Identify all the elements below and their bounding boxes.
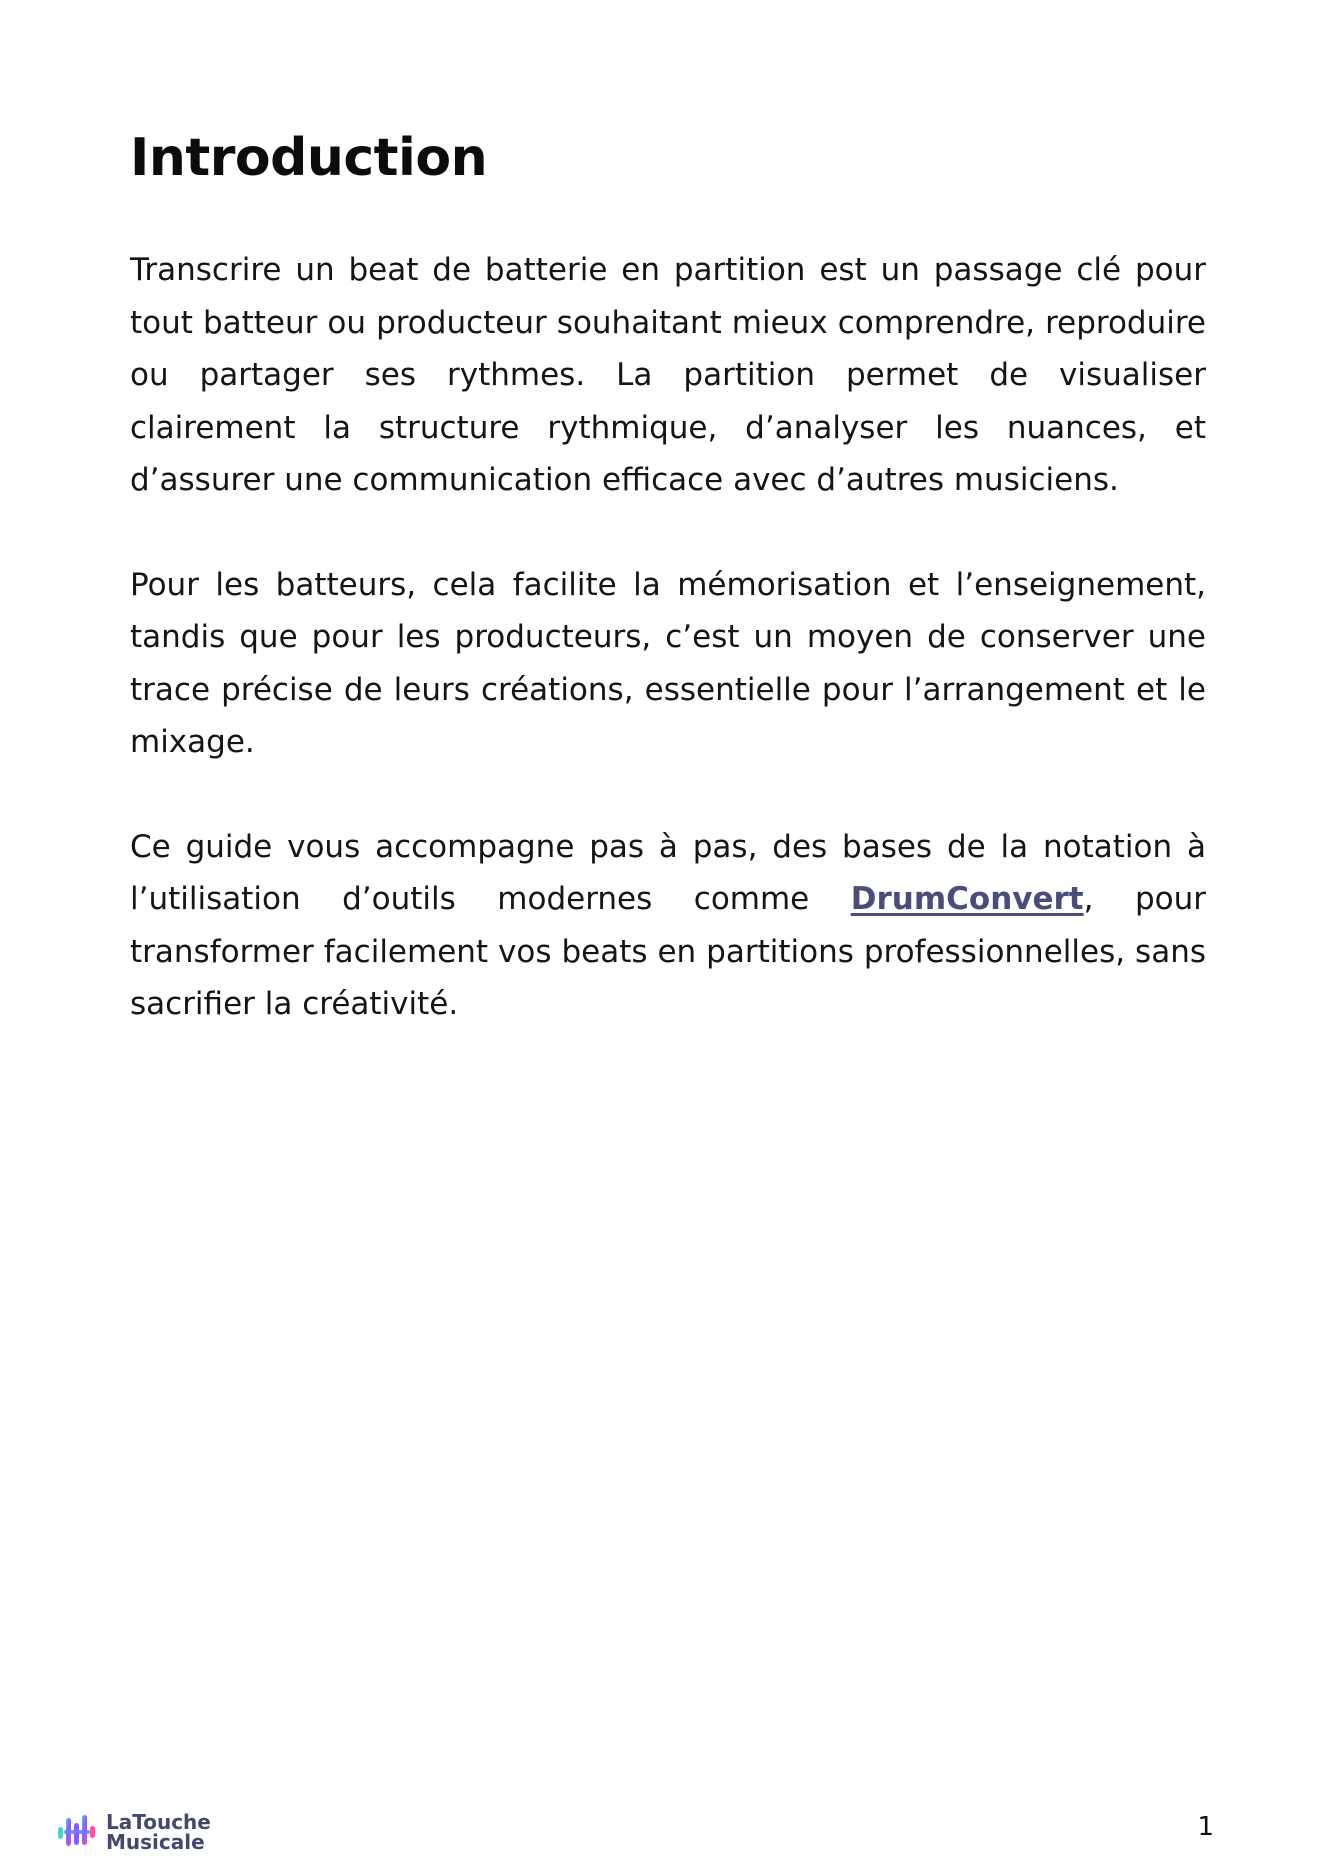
- page-number: 1: [1197, 1812, 1214, 1842]
- waveform-logo-icon: [54, 1810, 98, 1854]
- brand-line-1: LaTouche: [106, 1810, 211, 1834]
- brand-name: [106, 1812, 211, 1852]
- brand-line-2: Musicale: [106, 1830, 205, 1854]
- paragraph-guide-lead: Ce guide vous accompagne pas à pas, des bases de la notation à l’utilisation d’outils modernes comme: [130, 828, 1206, 917]
- paragraph-guide: [130, 821, 1206, 1031]
- paragraph-intro: Transcrire un beat de batterie en partition est un passage clé pour tout batteur ou producteur souhaitant mieux comprendre, reproduire ou partager ses rythmes. La partition permet de visualiser clairement la structure rythmique, d’analyser les nuances, et d’assurer une communication efficace avec d’autres musiciens.: [130, 252, 1206, 498]
- paragraph-audience: Pour les batteurs, cela facilite la mémorisation et l’enseignement, tandis que pour les producteurs, c’est un moyen de conserver une trace précise de leurs créations, essentielle pour l’arrangement et le mixage.: [130, 566, 1206, 760]
- paragraph-guide-tail: , pour transformer facilement vos beats en partitions professionnelles, sans sacrifier la créativité.: [130, 881, 1206, 1022]
- page-title: Introduction: [130, 128, 488, 188]
- body-content: [130, 244, 1206, 1083]
- drumconvert-link[interactable]: DrumConvert: [850, 881, 1084, 917]
- brand-logo: [54, 1810, 211, 1854]
